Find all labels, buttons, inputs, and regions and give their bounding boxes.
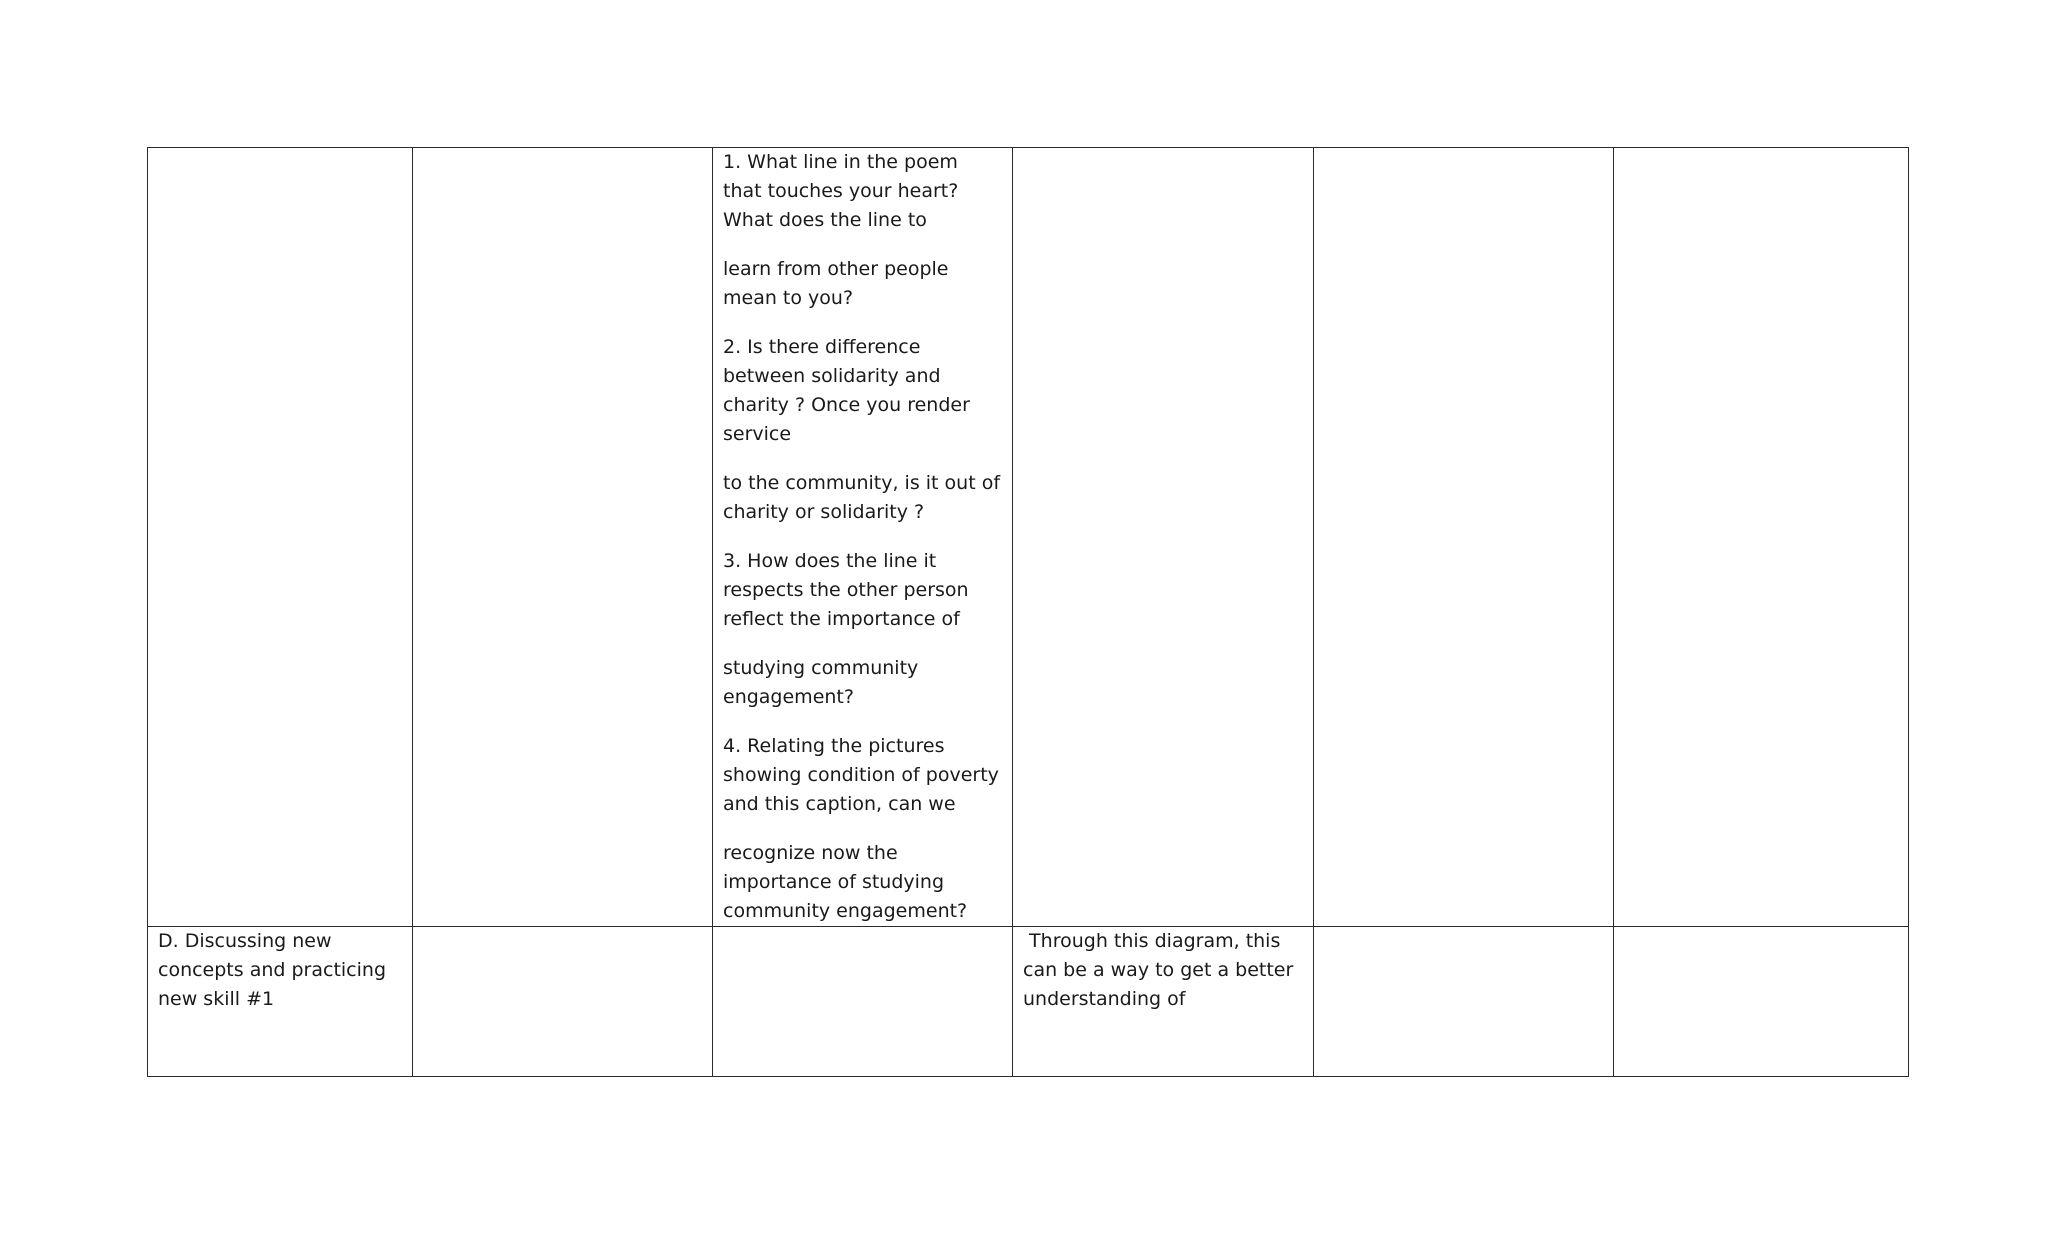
table-cell-r1-c5 xyxy=(1314,148,1614,927)
table-cell-r2-c1 xyxy=(148,927,413,1077)
question-3-line-2: studying community engagement? xyxy=(723,657,919,708)
question-1-line-1: 1. What line in the poem that touches your heart? What does the line to xyxy=(723,151,959,231)
table-cell-r1-c6 xyxy=(1614,148,1909,927)
table-cell-r1-c2 xyxy=(413,148,713,927)
table-cell-r2-c4 xyxy=(1013,927,1314,1077)
table-cell-r1-c4 xyxy=(1013,148,1314,927)
question-3-line-1: 3. How does the line it respects the other person reflect the importance of xyxy=(723,550,969,630)
question-2-line-1: 2. Is there difference between solidarity and charity ? Once you render service xyxy=(723,336,970,445)
lesson-plan-table xyxy=(147,147,1909,1077)
table-cell-r2-c6 xyxy=(1614,927,1909,1077)
question-4-line-1: 4. Relating the pictures showing condition of poverty and this caption, can we xyxy=(723,735,999,815)
table-cell-r2-c3 xyxy=(713,927,1013,1077)
table-cell-r1-c1 xyxy=(148,148,413,927)
table-cell-r2-c5 xyxy=(1314,927,1614,1077)
section-d-heading: D. Discussing new concepts and practicing new skill #1 xyxy=(158,930,393,1010)
question-2-line-2: to the community, is it out of charity or solidarity ? xyxy=(723,472,1001,523)
table-row xyxy=(148,927,1909,1077)
question-1-line-2: learn from other people mean to you? xyxy=(723,258,949,309)
table-cell-r2-c2 xyxy=(413,927,713,1077)
table-cell-r1-c3 xyxy=(713,148,1013,927)
question-4-line-2: recognize now the importance of studying community engagement? xyxy=(723,842,968,922)
diagram-description: Through this diagram, this can be a way to get a better understanding of xyxy=(1023,930,1300,1010)
table-row xyxy=(148,148,1909,927)
